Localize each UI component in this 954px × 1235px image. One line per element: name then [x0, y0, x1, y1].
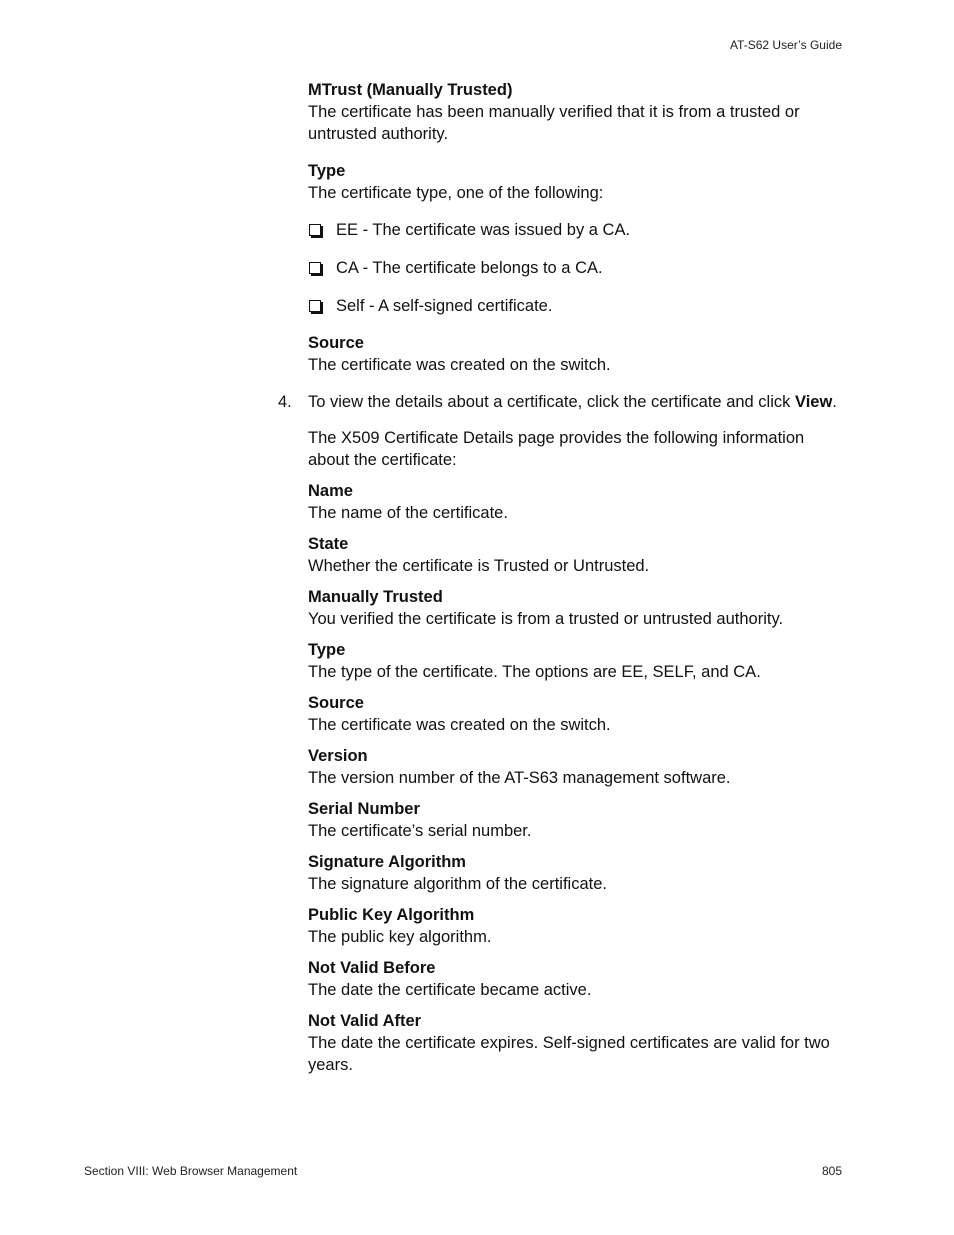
checkbox-bullet-icon [309, 262, 321, 274]
term-description: The certificate’s serial number. [308, 822, 532, 840]
term-title: Signature Algorithm [308, 853, 466, 871]
term-title: Source [308, 694, 364, 712]
term-title: Manually Trusted [308, 588, 443, 606]
term-description: The type of the certificate. The options are EE, SELF, and CA. [308, 663, 761, 681]
term-block-manually-trusted [308, 586, 838, 630]
details-intro: The X509 Certificate Details page provides the following information about the certificate: [308, 429, 805, 469]
term-description: Whether the certificate is Trusted or Untrusted. [308, 557, 650, 575]
term-title: Not Valid After [308, 1012, 422, 1030]
term-block-signature-algorithm [308, 851, 838, 895]
term-block-not-valid-before [308, 957, 838, 1001]
bullet-text: Self - A self-signed certificate. [336, 297, 553, 315]
term-title: Type [308, 162, 346, 180]
term-block-type [308, 160, 838, 204]
term-description: The name of the certificate. [308, 504, 508, 522]
step-text: To view the details about a certificate, click the certificate and click [308, 393, 795, 411]
term-description: The date the certificate became active. [308, 981, 592, 999]
term-description: You verified the certificate is from a trusted or untrusted authority. [308, 610, 784, 628]
bullet-item [308, 295, 838, 317]
bullet-text: EE - The certificate was issued by a CA. [336, 221, 631, 239]
term-description: The certificate was created on the switch. [308, 356, 611, 374]
footer-section-title: Section VIII: Web Browser Management [84, 1164, 298, 1178]
step-end: . [832, 393, 837, 411]
bullet-text: CA - The certificate belongs to a CA. [336, 259, 603, 277]
term-block-source [308, 692, 838, 736]
step-4 [278, 391, 838, 413]
term-description: The public key algorithm. [308, 928, 492, 946]
bullet-item [308, 219, 838, 241]
term-title: MTrust (Manually Trusted) [308, 81, 513, 99]
term-block-type [308, 639, 838, 683]
term-title: Not Valid Before [308, 959, 436, 977]
type-bullet-list [308, 219, 838, 317]
page-content [278, 79, 838, 1085]
term-block-state [308, 533, 838, 577]
term-title: State [308, 535, 349, 553]
term-title: Name [308, 482, 353, 500]
term-description: The date the certificate expires. Self-signed certificates are valid for two years. [308, 1034, 830, 1074]
term-title: Public Key Algorithm [308, 906, 475, 924]
term-block-serial-number [308, 798, 838, 842]
detail-term-list [308, 480, 838, 1076]
term-description: The certificate was created on the switch. [308, 716, 611, 734]
step-bold-view: View [794, 393, 833, 411]
step-number: 4. [278, 393, 292, 411]
term-title: Source [308, 334, 364, 352]
term-description: The certificate has been manually verified that it is from a trusted or untrusted authority. [308, 103, 800, 143]
term-description: The certificate type, one of the following: [308, 184, 604, 202]
bullet-item [308, 257, 838, 279]
term-title: Type [308, 641, 346, 659]
term-block-source [308, 332, 838, 376]
checkbox-bullet-icon [309, 300, 321, 312]
term-block-not-valid-after [308, 1010, 838, 1076]
term-description: The version number of the AT-S63 management software. [308, 769, 731, 787]
term-description: The signature algorithm of the certificate. [308, 875, 607, 893]
term-block-version [308, 745, 838, 789]
term-block-public-key-algorithm [308, 904, 838, 948]
term-block-name [308, 480, 838, 524]
term-block-mtrust [308, 79, 838, 145]
footer-page-number: 805 [821, 1164, 842, 1178]
term-title: Version [308, 747, 368, 765]
checkbox-bullet-icon [309, 224, 321, 236]
running-header: AT-S62 User’s Guide [729, 38, 842, 52]
term-title: Serial Number [308, 800, 420, 818]
